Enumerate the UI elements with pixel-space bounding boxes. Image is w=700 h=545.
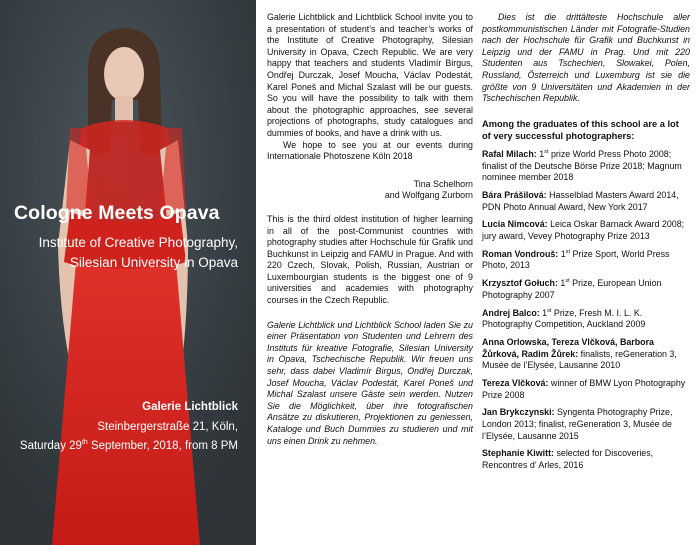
graduate-award: 1 [536, 149, 545, 160]
graduate-entry [482, 219, 690, 242]
ordinal-suffix: st [547, 307, 552, 314]
graduate-name: Jan Brykczynski: [482, 407, 555, 418]
graduate-award: 1 [558, 248, 566, 259]
signature-line-2: and Wolfgang Zurborn [384, 190, 473, 201]
graduate-entry [482, 149, 690, 184]
text-column-2 [482, 12, 690, 471]
graduate-name: Andrej Balco: [482, 307, 540, 318]
graduate-award: Hasselblad Masters Award 2014, PDN Photo Annual Award, New York 2017 [482, 190, 679, 212]
graduate-entry [482, 407, 690, 442]
date-prefix: Saturday 29 [19, 440, 82, 452]
event-date [0, 437, 238, 457]
hope-paragraph: We hope to see you at our events during Internationale Photoszene Köln 2018 [267, 139, 473, 162]
date-suffix: September, 2018, from 8 PM [87, 440, 238, 452]
graduate-name: Rafal Milach: [482, 149, 537, 160]
graduate-entry [482, 448, 690, 471]
graduate-name: Krzysztof Gołuch: [482, 278, 558, 289]
about-english: This is the third oldest institution of higher learning in all of the post-Communist countries with photography studies after Hochschule für Grafik und Buchkunst in Leipzig and FAMU in Prague. And with 220 Czech, Slovak, Polish, Russian, Austrian or Luxembourgian students is the biggest one of 9 universities and academies with photography courses in the Czech Republic. [267, 213, 473, 306]
intro-german: Galerie Lichtblick und Lichtblick School laden Sie zu einer Präsentation von Studenten und Lehrern des Instituts für kreative Fotografie, Silesian University in Opava, Tschechische Republik. Wir freuen uns sehr, dass dabei Vladimír Birgus, Ondřej Durczak, Josef Moucha, Václav Podestát, Karel Poneš und Michal Szalast unsere Gäste sein werden. Nutzen Sie die Möglichkeit, über ihre fotografischen Ansätze zu diskutieren, Projektionen zu geniessen, Kataloge und Buch Dummies zu studieren und mit uns einen Drink zu nehmen. [267, 319, 473, 446]
graduate-entry [482, 337, 690, 372]
graduate-award: 1 [557, 278, 566, 289]
graduate-name: Roman Vondrouš: [482, 248, 559, 259]
graduate-entry [482, 308, 690, 331]
graduate-name: Lucia Nimcová: [482, 219, 548, 230]
graduate-name: Tereza Vlčková: [482, 377, 549, 388]
graduate-entry [482, 190, 690, 213]
event-title: Cologne Meets Opava [14, 202, 220, 224]
ordinal-suffix: st [565, 248, 571, 255]
intro-english: Galerie Lichtblick and Lichtblick School invite you to a presentation of student’s and teacher’s works of the Institute of Creative Photography, Silesian University in Opava, Czech Republic. We are very happy that teachers and students Vladimír Birgus, Ondřej Durczak, Josef Moucha, Václav Podestát, Karel Poneš and Michal Szalast will be our guests. So you will have the possibility to talk with them about the photographic approaches, see several projections of photographs, study catalogues and dummies of books, and have a drink with us. [267, 12, 473, 138]
graduates-heading: Among the graduates of this school are a lot of very successful photographers: [482, 118, 679, 142]
graduate-award-detail: Prize, Fresh M. I. L. K. Photography Competition, Auckland 2009 [482, 307, 646, 330]
venue-name: Galerie Lichtblick [142, 401, 238, 413]
graduate-award: finalists, reGeneration 3, Musée de l’Elysée, Lausanne 2010 [482, 348, 677, 371]
graduate-award: Syngenta Photography Prize, London 2013; finalist, reGeneration 3, Musée de l’Elysée, Lausanne 2015 [482, 407, 673, 441]
graduate-award: 1 [539, 307, 548, 318]
event-subtitle: Institute of Creative Photography, Silesian University in Opava [38, 235, 238, 270]
venue-address: Steinbergerstraße 21, Köln, [97, 420, 238, 433]
venue-info [0, 398, 238, 457]
graduate-name: Anna Orlowska, Tereza Vlčková, Barbora Žůrková, Radim Žůrek: [482, 336, 654, 359]
date-sup: th [81, 439, 88, 447]
graduate-award: selected for Discoveries, Rencontres d’ Arles, 2016 [482, 448, 654, 470]
graduate-award-detail: Prize Sport, World Press Photo, 2013 [482, 248, 670, 271]
graduate-entry [482, 249, 690, 272]
signature-line-1: Tina Schelhorn [413, 178, 473, 189]
graduate-award-detail: Prize, European Union Photography 2007 [482, 278, 662, 300]
graduate-award: winner of BMW Lyon Photography Prize 2008 [482, 377, 686, 400]
photo-panel [0, 0, 256, 545]
graduates-list [482, 149, 690, 471]
signature [267, 179, 473, 202]
graduate-award-detail: prize World Press Photo 2008; finalist of the Deutsche Börse Prize 2018; Magnum nominee member 2018 [482, 149, 682, 183]
ordinal-suffix: st [544, 149, 549, 156]
graduate-name: Bára Prášilová: [482, 190, 547, 201]
ordinal-suffix: st [565, 278, 570, 285]
graduate-entry [482, 378, 690, 401]
graduate-entry [482, 278, 690, 301]
graduate-name: Stephanie Kiwitt: [482, 448, 554, 459]
text-column-1 [267, 12, 473, 447]
graduate-award: Leica Oskar Barnack Award 2008; jury award, Vevey Photography Prize 2013 [482, 219, 685, 242]
about-german: Dies ist die drittälteste Hochschule aller postkommunistischen Länder mit Fotografie-Studien nach der Hochschule für Grafik und Buchkunst in Leipzig und der FAMU in Prag. Und mit 220 Studenten aus Tschechien, Slowakei, Polen, Russland, Österreich und Luxemburg ist sie die größte von 9 Universitäten und Akademien in der Tschechischen Republik. [482, 12, 690, 104]
